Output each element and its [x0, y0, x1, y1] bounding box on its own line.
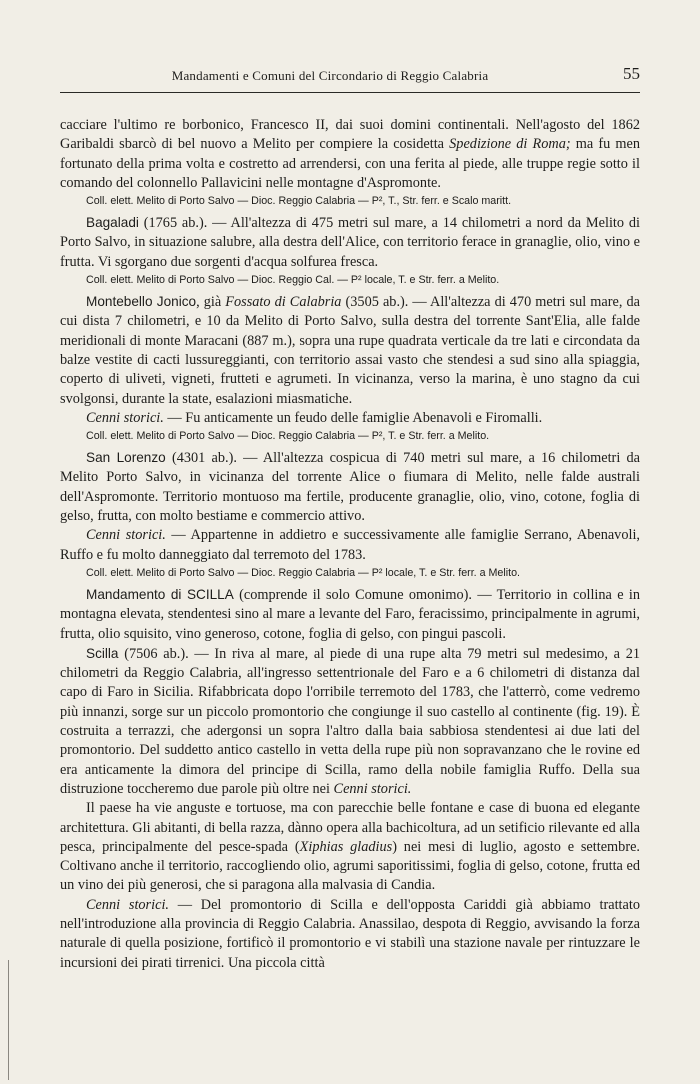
- running-title: Mandamenti e Comuni del Circondario di Reggio Calabria: [171, 68, 489, 83]
- bagaladi-name: Bagaladi: [86, 215, 139, 231]
- montebello-entry: Montebello Jonico, già Fossato di Calabria (3505 ab.). — All'altezza di 470 metri sul mare, da cui dista 7 chilometri, e 10 da Melito di Porto Salvo, sulla destra del torrente Sant'Elia, alle falde meridionali di monte Maracani (887 m.), sopra una rupe quadrata verticale da tre lati e circondata da balze vestite di cacti lussureggianti, con territorio assai vasto che stendesi a sud sino alla spiaggia, coperto di uliveti, vigneti, frutteti e agrumeti. In vicinanza, verso la marina, è uno stagno da cui svolgonsi, durante la state, esalazioni miasmatiche.: [60, 294, 641, 407]
- bagaladi-note: Coll. elett. Melito di Porto Salvo — Dioc. Reggio Cal. — P² locale, T. e Str. ferr. a Melito.: [86, 274, 500, 287]
- page-number: 55: [623, 64, 640, 83]
- intro-note: Coll. elett. Melito di Porto Salvo — Dioc. Reggio Calabria — P², T., Str. ferr. e Scalo maritt.: [86, 195, 512, 208]
- montebello-history: Cenni storici. — Fu anticamente un feudo delle famiglie Abenavoli e Firomalli.: [86, 409, 543, 426]
- san-lorenzo-note: Coll. elett. Melito di Porto Salvo — Dioc. Reggio Calabria — P² locale, T. e Str. ferr. a Melito.: [86, 566, 521, 579]
- scilla-entry: Scilla (7506 ab.). — In riva al mare, al piede di una rupe alta 79 metri sul medesimo, a 21 chilometri da Reggio Calabria, all'ingresso settentrionale del Faro e a 6 chilometri di distanza dal capo di Faro in Sicilia. Rifabbricata dopo l'orribile terremoto del 1783, che l'atterrò, come vedremo più innanzi, sorge sur un piccolo promontorio che congiunge il suo castello al continente (fig. 19). È costruita a terrazzi, che adergonsi un sopra l'altro dalla baia sabbiosa stendentesi ai due lati del promontorio. Del suddetto antico castello in vetta della rupe più non sopravanzano che le rovine ed era anticamente la dimora del principe di Scilla, ramo della nobile famiglia Ruffo. Della sua distruzione toccheremo due parole più oltre nei Cenni storici.: [60, 645, 640, 797]
- scilla-name: Scilla: [86, 645, 119, 661]
- scilla-history: Cenni storici. — Del promontorio di Scilla e dell'opposta Cariddi già abbiamo trattato nell'introduzione alla provincia di Reggio Calabria. Anassilao, despota di Reggio, avvisando la forza naturale di quella posizione, fortificò il promontorio e vi stabilì una stazione navale per rintuzzare le incursioni dei pirati tirrenici. Una piccola città: [60, 896, 640, 971]
- page-edge-mark: [8, 960, 9, 1080]
- montebello-note: Coll. elett. Melito di Porto Salvo — Dioc. Reggio Calabria — P², T. e Str. ferr. a Melito.: [86, 430, 490, 443]
- san-lorenzo-history: Cenni storici. — Appartenne in addietro e successivamente alle famiglie Serrano, Abenavoli, Ruffo e fu molto danneggiato dal terremoto del 1783.: [60, 527, 640, 563]
- san-lorenzo-name: San Lorenzo: [86, 450, 166, 466]
- mandamento-scilla-entry: Mandamento di SCILLA (comprende il solo Comune omonimo). — Territorio in collina e in montagna elevata, stendentesi sino al mare a levante del Faro, feracissimo, principalmente in agrumi, frutta, olio squisito, vino generoso, cotone, foglia di gelso, con pingui pascoli.: [60, 586, 640, 642]
- page-body: [60, 116, 640, 973]
- san-lorenzo-entry: San Lorenzo (4301 ab.). — All'altezza cospicua di 740 metri sul mare, a 16 chilometri da Melito Porto Salvo, in vicinanza del torrente Alice o fiumara di Melito, nelle falde australi dell'Aspromonte. Territorio montuoso ma fertile, producente granaglie, olio, vino, cotone, foglia di gelso, frutta, con molto bestiame e commercio attivo.: [60, 450, 640, 525]
- page-header: [60, 62, 640, 93]
- montebello-name: Montebello Jonico: [86, 294, 197, 310]
- intro-paragraph: cacciare l'ultimo re borbonico, Francesco II, dai suoi domini continentali. Nell'agosto del 1862 Garibaldi sbarcò di bel nuovo a Melito per compiere la cosidetta Spedizione di Roma; ma fu men fortunato della prima volta e costretto ad arrendersi, con una ferita al piede, alle truppe regie sotto il comando del colonnello Pallavicini nelle montagne d'Aspromonte.: [60, 117, 641, 191]
- bagaladi-entry: Bagaladi (1765 ab.). — All'altezza di 475 metri sul mare, a 14 chilometri a nord da Melito di Porto Salvo, in situazione salubre, alla destra dell'Alice, con territorio ferace in granaglie, olio, vino e frutta. Vi sgorgano due sorgenti d'acqua solfurea fresca.: [60, 215, 640, 270]
- scilla-paragraph-2: Il paese ha vie anguste e tortuose, ma con parecchie belle fontane e case di buona ed elegante architettura. Gli abitanti, di bella razza, dànno opera alla bachicoltura, ad un setificio rilevante ed alla pesca, principalmente del pesce-spada (Xiphias gladius) nei mesi di luglio, agosto e settembre. Coltivano anche il territorio, raccogliendo olio, agrumi saporitissimi, foglia di gelso, cotone, frutta ed un vino dei più generosi, che si paragona alla malvasia di Candia.: [60, 800, 640, 894]
- mandamento-scilla-name: SCILLA: [186, 586, 234, 602]
